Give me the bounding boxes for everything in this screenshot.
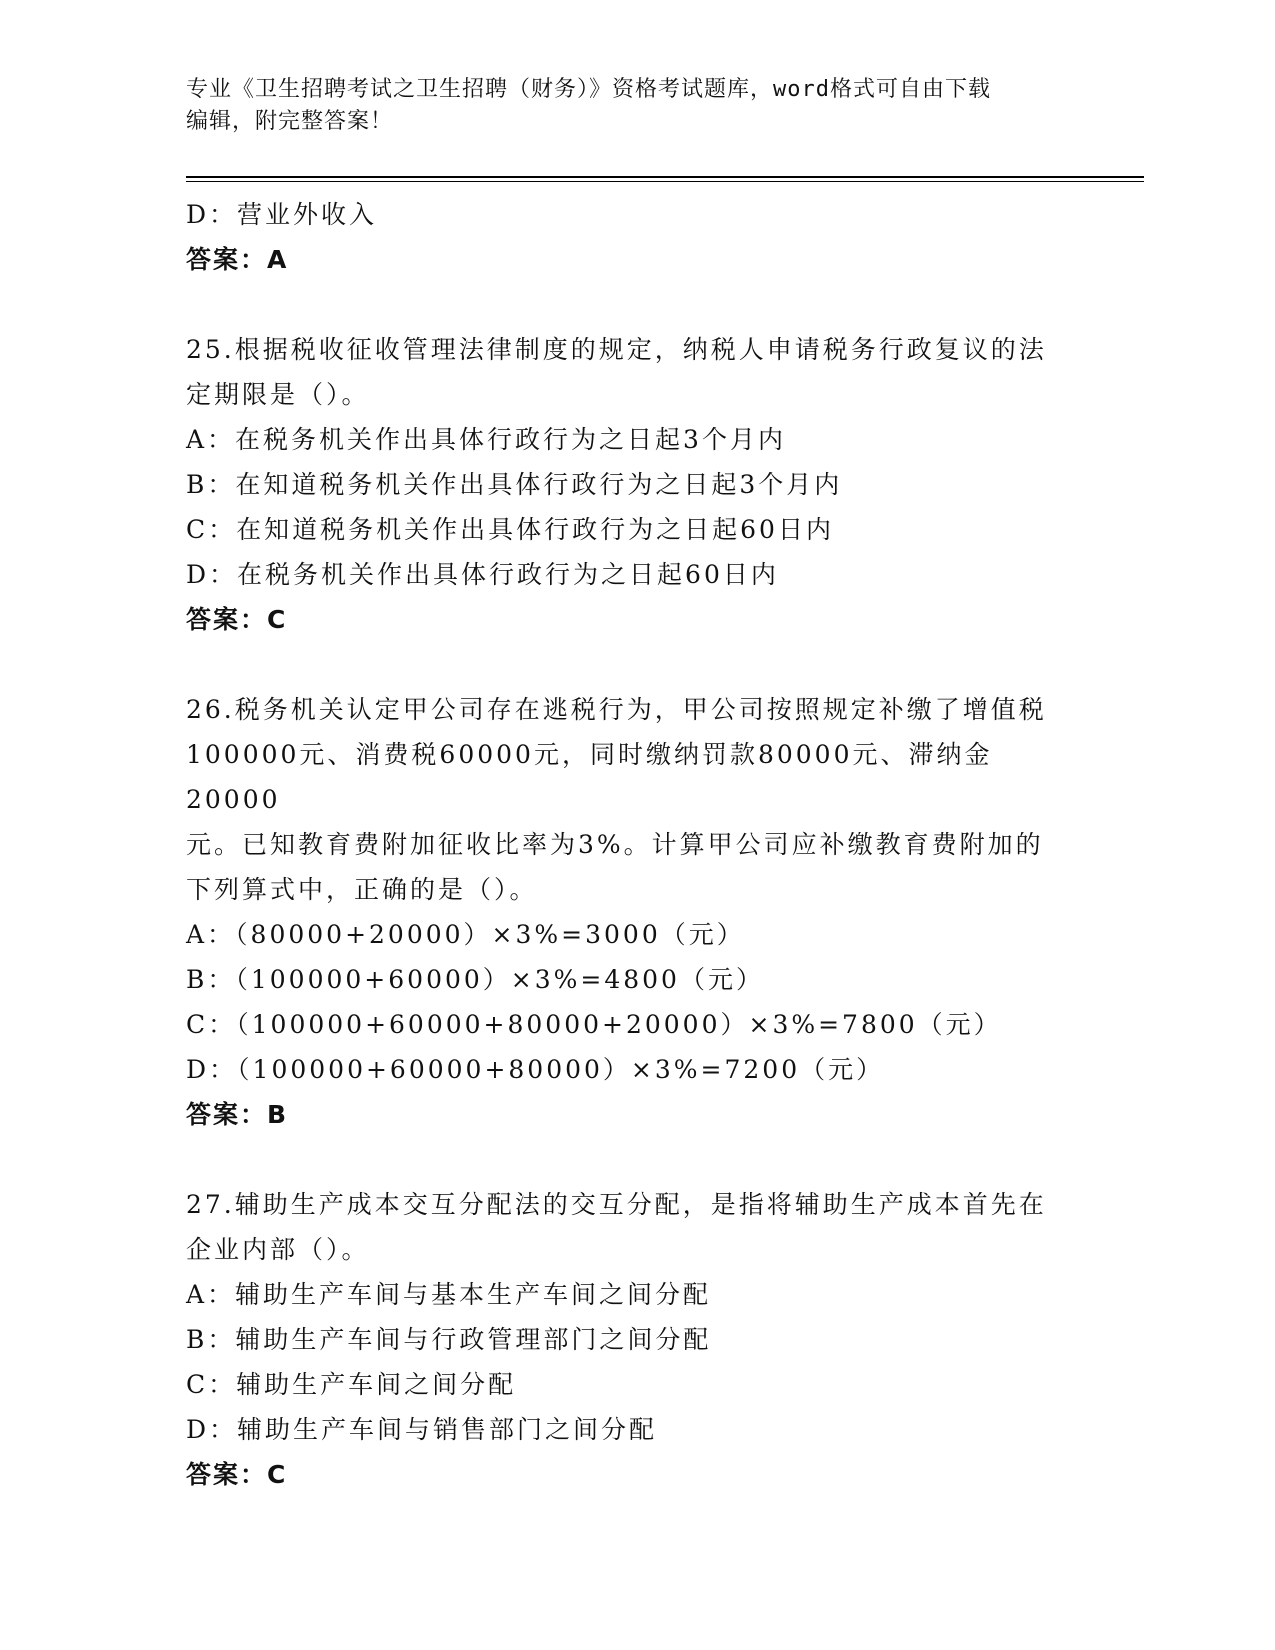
previous-question-tail (186, 192, 1086, 282)
question-stem-line: 元。已知教育费附加征收比率为3%。计算甲公司应补缴教育费附加的 (186, 830, 1044, 859)
option-c: C：在知道税务机关作出具体行政行为之日起60日内 (186, 515, 834, 544)
option-d: D：（100000+60000+80000）×3%=7200（元） (186, 1055, 885, 1084)
question-stem-line: 下列算式中，正确的是（）。 (186, 875, 538, 904)
option-a: A：在税务机关作出具体行政行为之日起3个月内 (186, 425, 786, 454)
option-a: A：（80000+20000）×3%=3000（元） (186, 920, 745, 949)
question-25 (186, 327, 1086, 642)
option-c: C：（100000+60000+80000+20000）×3%=7800（元） (186, 1010, 1002, 1039)
question-stem-line: 26.税务机关认定甲公司存在逃税行为，甲公司按照规定补缴了增值税 (186, 695, 1047, 724)
answer-label: 答案：C (186, 605, 288, 634)
answer-label: 答案：C (186, 1460, 288, 1489)
header-line-2: 编辑，附完整答案！ (186, 109, 394, 134)
question-27 (186, 1182, 1086, 1497)
question-stem-line: 企业内部（）。 (186, 1235, 370, 1264)
option-b: B：（100000+60000）×3%=4800（元） (186, 965, 764, 994)
question-26 (186, 687, 1086, 1137)
option-d: D：辅助生产车间与销售部门之间分配 (186, 1415, 658, 1444)
option-a: A：辅助生产车间与基本生产车间之间分配 (186, 1280, 712, 1309)
question-stem-line: 100000元、消费税60000元，同时缴纳罚款80000元、滞纳金20000 (186, 740, 993, 814)
option-b: B：辅助生产车间与行政管理部门之间分配 (186, 1325, 712, 1354)
option-d: D：营业外收入 (186, 200, 378, 229)
option-d: D：在税务机关作出具体行政行为之日起60日内 (186, 560, 779, 589)
answer-label: 答案：A (186, 245, 289, 274)
question-stem-line: 27.辅助生产成本交互分配法的交互分配，是指将辅助生产成本首先在 (186, 1190, 1047, 1219)
answer-label: 答案：B (186, 1100, 289, 1129)
header-divider-thick (186, 176, 1144, 178)
document-body (186, 192, 1086, 1497)
question-stem-line: 定期限是（）。 (186, 380, 370, 409)
header-divider-thin (186, 181, 1144, 182)
question-stem-line: 25.根据税收征收管理法律制度的规定，纳税人申请税务行政复议的法 (186, 335, 1047, 364)
option-c: C：辅助生产车间之间分配 (186, 1370, 517, 1399)
option-b: B：在知道税务机关作出具体行政行为之日起3个月内 (186, 470, 843, 499)
header-line-1: 专业《卫生招聘考试之卫生招聘（财务）》资格考试题库，word格式可自由下载 (186, 77, 991, 102)
document-header (186, 74, 1066, 138)
